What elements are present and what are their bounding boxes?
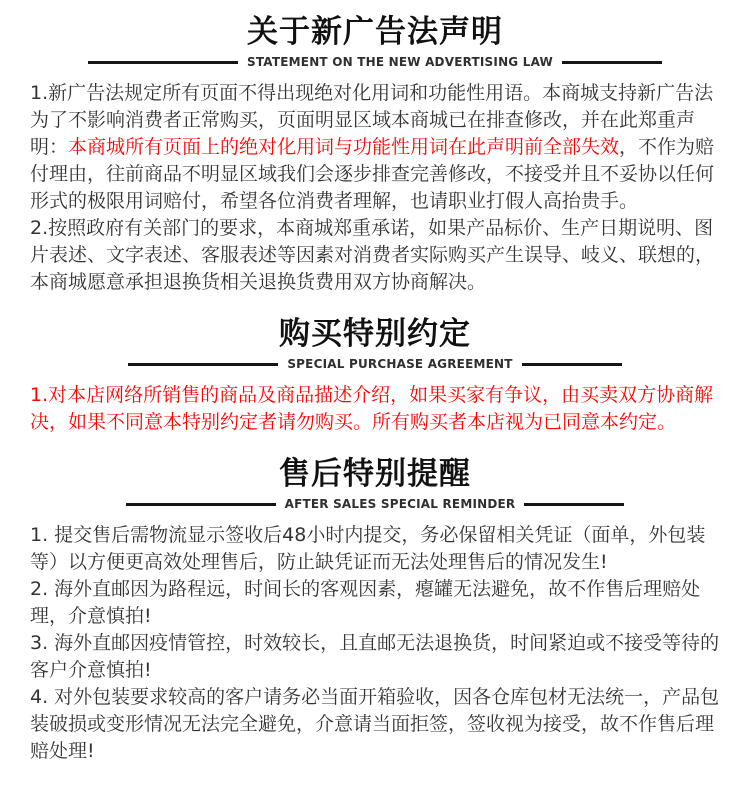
text-segment-red: 1.对本店网络所销售的商品及商品描述介绍，如果买家有争议，由买卖双方协商解决，如果不同意本特别约定者请勿购买。所有购买者本店视为已同意本约定。 [30, 384, 714, 433]
section-purchase-agreement [30, 314, 720, 436]
divider-line-left [126, 503, 276, 506]
after-sales-item-2 [30, 576, 720, 630]
section-subtitle-after-sales: AFTER SALES SPECIAL REMINDER [284, 497, 516, 511]
section-body [30, 522, 720, 765]
text-segment: 1.新广告法规定所有页面不得出现绝对化用词和功能性用语。本商城支持新广告法为了不影响消费者正常购买，页面明显区域本商城已在排查修改，并在此郑重声明： [30, 82, 714, 158]
section-after-sales [30, 454, 720, 765]
divider-line-right [522, 363, 622, 366]
divider-line-right [562, 61, 662, 64]
text-segment: 2.按照政府有关部门的要求，本商城郑重承诺，如果产品标价、生产日期说明、图片表述、文字表述、客服表述等因素对消费者实际购买产生误导、岐义、联想的，本商城愿意承担退换货相关退换货费用双方协商解决。 [30, 217, 715, 293]
section-subtitle-purchase-agreement: SPECIAL PURCHASE AGREEMENT [287, 357, 513, 371]
paragraph-law-2 [30, 215, 720, 296]
paragraph-law-1 [30, 80, 720, 215]
section-title-purchase-agreement: 购买特别约定 [279, 316, 471, 352]
after-sales-item-4 [30, 684, 720, 765]
section-subtitle-row [30, 496, 720, 512]
after-sales-item-1 [30, 522, 720, 576]
text-segment: 3. 海外直邮因疫情管控，时效较长，且直邮无法退换货，时间紧迫或不接受等待的客户介意慎拍! [30, 632, 720, 681]
section-advertising-law [30, 12, 720, 296]
divider-line-right [524, 503, 624, 506]
section-subtitle-row [30, 54, 720, 70]
section-subtitle-advertising-law: STATEMENT ON THE NEW ADVERTISING LAW [247, 55, 553, 69]
section-body [30, 382, 720, 436]
section-title-after-sales: 售后特别提醒 [279, 456, 471, 492]
text-segment-red-clause: 本商城所有页面上的绝对化用词与功能性用词在此声明前全部失效 [68, 136, 620, 158]
text-segment: ，不作为赔付理由，往前商品不明显区域我们会逐步排查完善修改，不接受并且不妥协以任何形式的极限用词赔付，希望各位消费者理解，也请职业打假人高抬贵手。 [30, 136, 715, 212]
divider-line-left [128, 363, 278, 366]
paragraph-agreement [30, 382, 720, 436]
section-title-advertising-law: 关于新广告法声明 [247, 14, 503, 50]
text-segment: 2. 海外直邮因为路程远，时间长的客观因素，瘪罐无法避免，故不作售后理赔处理，介意慎拍! [30, 578, 701, 627]
divider-line-left [88, 61, 238, 64]
section-subtitle-row [30, 356, 720, 372]
text-segment: 4. 对外包装要求较高的客户请务必当面开箱验收，因各仓库包材无法统一，产品包装破损或变形情况无法完全避免，介意请当面拒签，签收视为接受，故不作售后理赔处理! [30, 686, 720, 762]
section-body [30, 80, 720, 296]
after-sales-item-3 [30, 630, 720, 684]
text-segment: 1. 提交售后需物流显示签收后48小时内提交，务必保留相关凭证（面单，外包装等）以方便更高效处理售后，防止缺凭证而无法处理售后的情况发生! [30, 524, 706, 573]
